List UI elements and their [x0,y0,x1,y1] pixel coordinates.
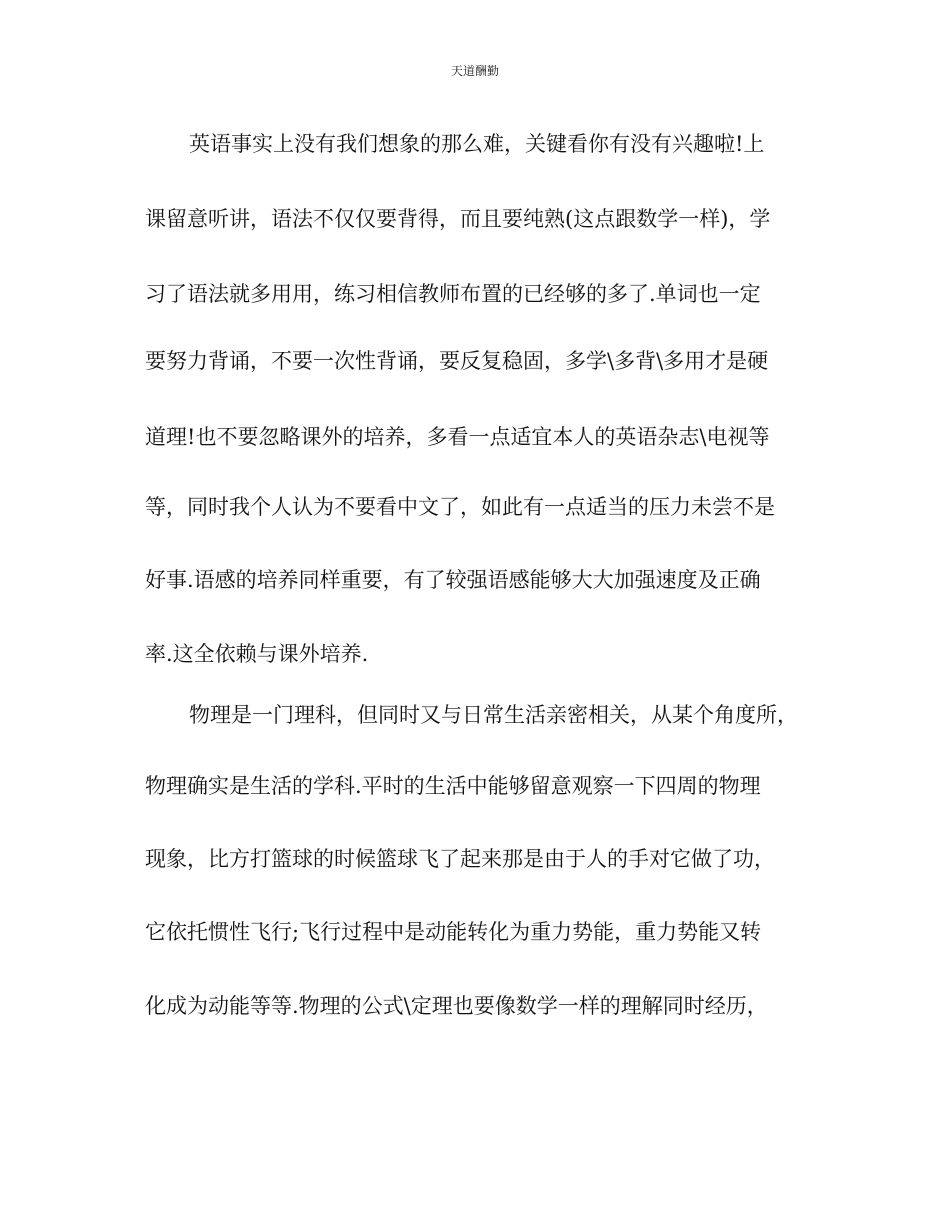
paragraph-line: 物理是一门理科，但同时又与日常生活亲密相关，从某个角度所， [189,703,798,727]
paragraph-line: 它依托惯性飞行;飞行过程中是动能转化为重力势能，重力势能又转 [145,920,762,944]
paragraph-line: 化成为动能等等.物理的公式\定理也要像数学一样的理解同时经历， [145,994,768,1018]
page-header: 天道酬勤 [450,64,499,78]
paragraph-line: 好事.语感的培养同样重要，有了较强语感能够大大加强速度及正确 [145,568,761,592]
paragraph-line: 道理!也不要忽略课外的培养，多看一点适宜本人的英语杂志\电视等 [145,425,770,449]
paragraph-line: 课留意听讲，语法不仅仅要背得，而且要纯熟(这点跟数学一样)，学 [145,207,771,231]
paragraph-line: 现象，比方打篮球的时候篮球飞了起来那是由于人的手对它做了功， [145,847,775,871]
paragraph-line: 要努力背诵，不要一次性背诵，要反复稳固，多学\多背\多用才是硬 [145,349,769,373]
paragraph-line: 率.这全依赖与课外培养. [145,642,369,666]
paragraph-line: 物理确实是生活的学科.平时的生活中能够留意观察一下四周的物理 [145,774,761,798]
paragraph-line: 等，同时我个人认为不要看中文了，如此有一点适当的压力未尝不是 [145,495,775,519]
paragraph-line: 习了语法就多用用，练习相信教师布置的已经够的多了.单词也一定 [145,282,761,306]
paragraph-line: 英语事实上没有我们想象的那么难，关键看你有没有兴趣啦!上 [189,132,765,156]
